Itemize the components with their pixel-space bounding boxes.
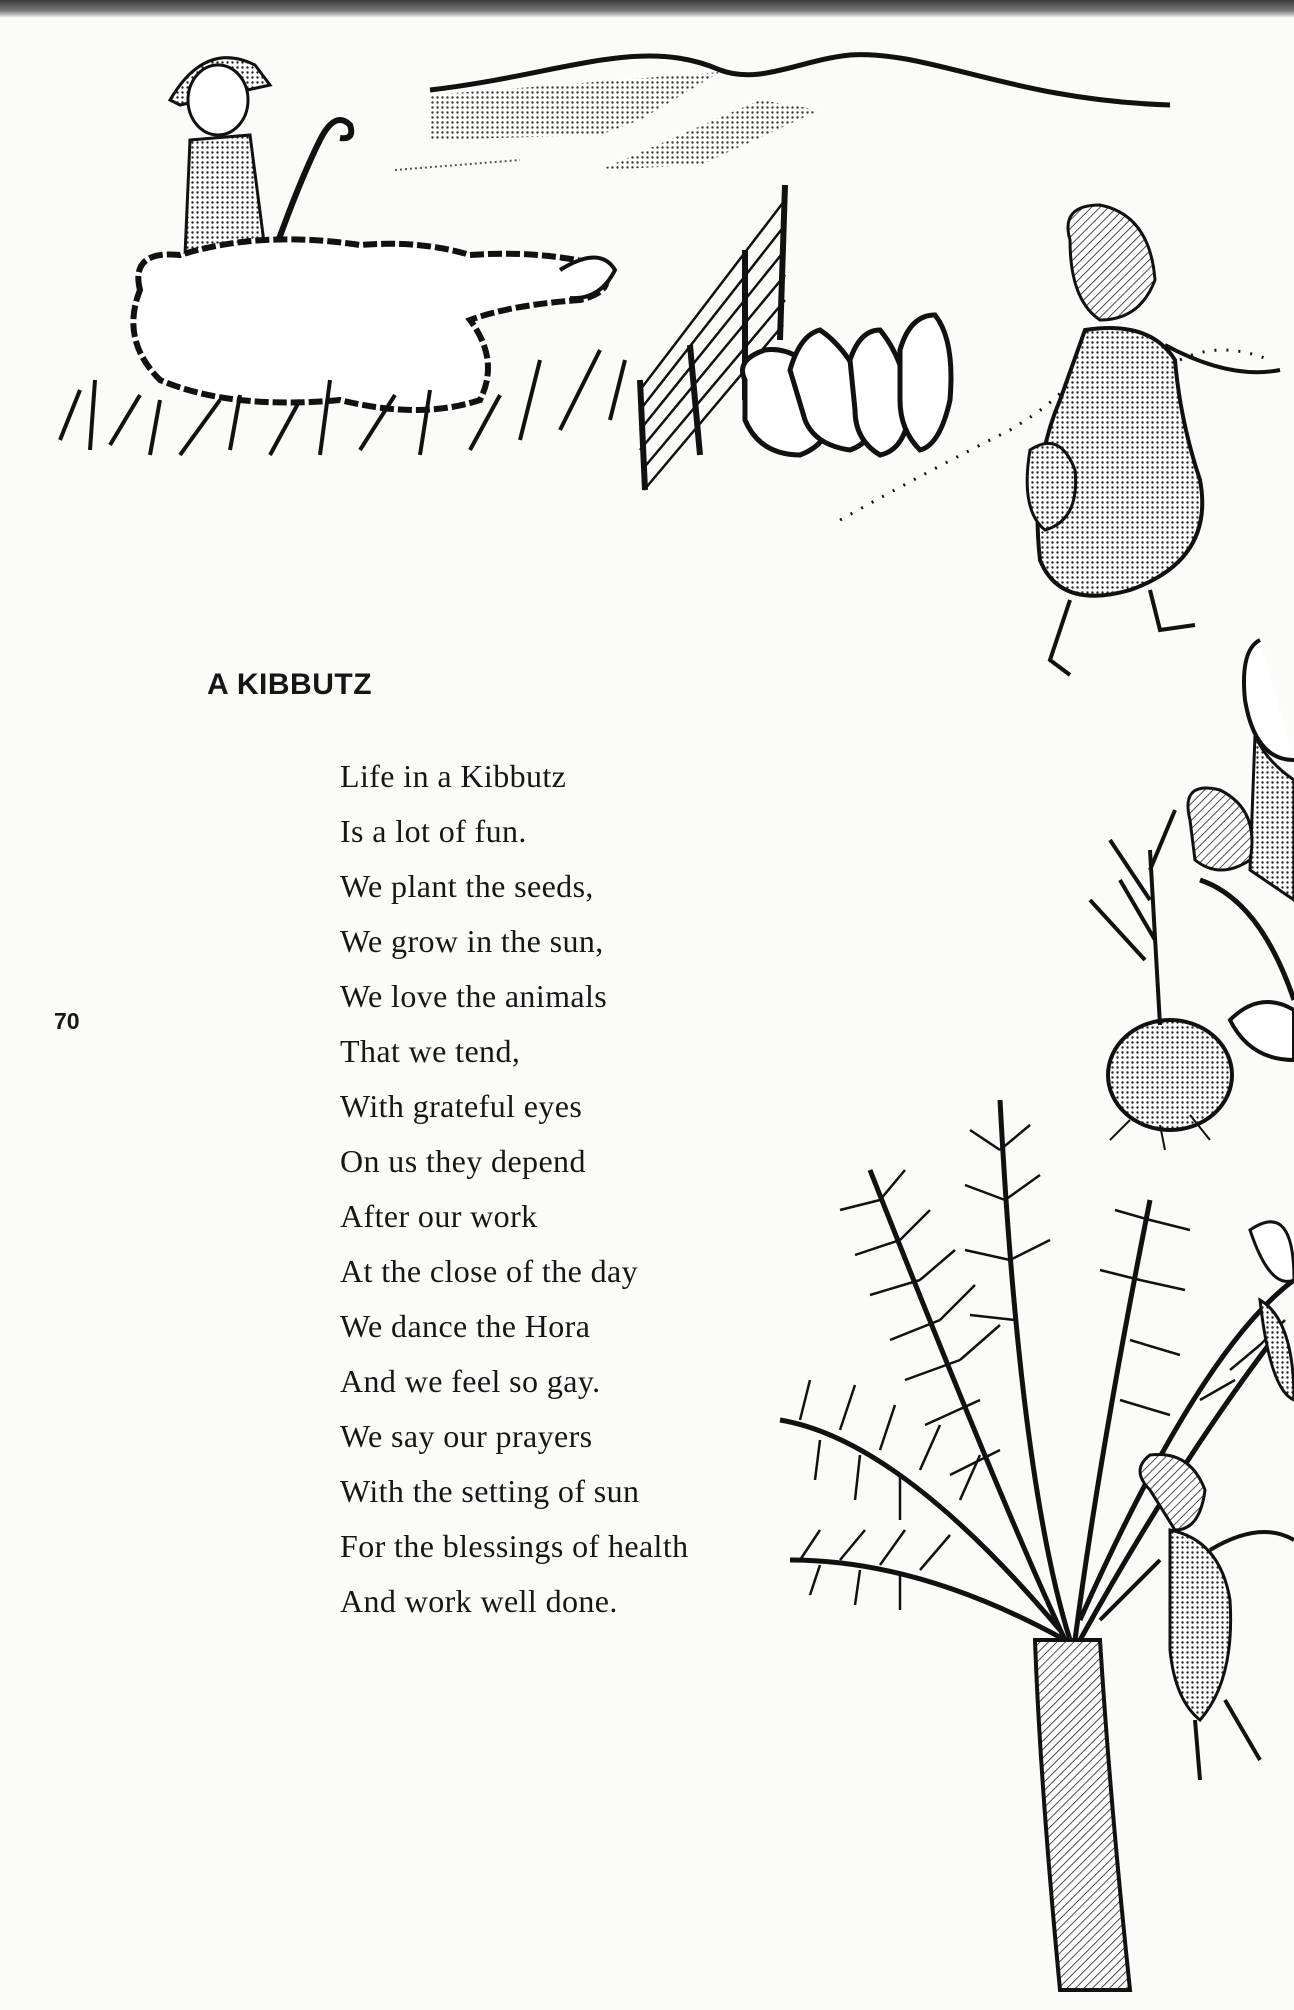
poem-line: At the close of the day (340, 1253, 638, 1289)
poem-line: With grateful eyes (340, 1088, 583, 1124)
shepherd-illustration (170, 58, 351, 255)
poem-line: And work well done. (340, 1583, 618, 1619)
girl-illustration (1027, 205, 1280, 675)
hills-illustration (395, 55, 1170, 170)
poem-line: For the blessings of health (340, 1528, 689, 1564)
poem-line: We dance the Hora (340, 1308, 591, 1344)
sheep-illustration (133, 239, 615, 410)
poem-line: We grow in the sun, (340, 923, 604, 959)
poem-line: We plant the seeds, (340, 868, 594, 904)
poem-line: On us they depend (340, 1143, 586, 1179)
page-title: A KIBBUTZ (207, 668, 373, 701)
palm-tree-illustration (780, 1100, 1294, 1990)
poem-line: Life in a Kibbutz (340, 758, 567, 794)
poem (340, 749, 689, 1629)
poem-line: That we tend, (340, 1033, 521, 1069)
page-number: 70 (54, 1008, 80, 1034)
children-planting-illustration (1090, 640, 1294, 1150)
poem-line: And we feel so gay. (340, 1363, 601, 1399)
poem-line: We say our prayers (340, 1418, 593, 1454)
poem-line: We love the animals (340, 978, 608, 1014)
poem-line: With the setting of sun (340, 1473, 640, 1509)
poem-line: After our work (340, 1198, 538, 1234)
poem-line: Is a lot of fun. (340, 813, 527, 849)
